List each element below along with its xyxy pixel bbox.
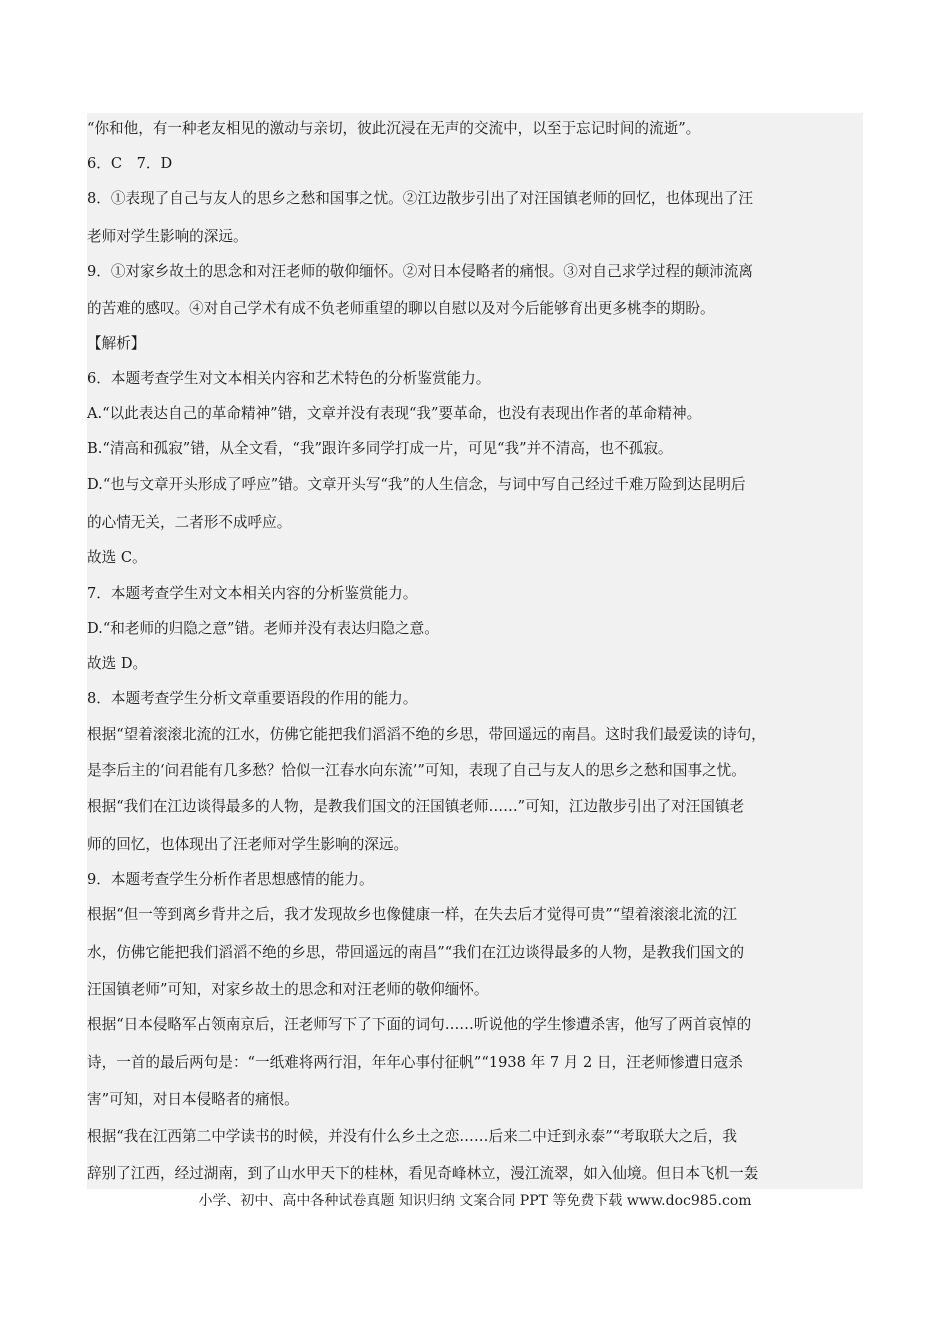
analysis-line: 9．本题考查学生分析作者思想感情的能力。 — [87, 871, 374, 888]
text-line: “你和他，有一种老友相见的激动与亲切，彼此沉浸在无声的交流中，以至于忘记时间的流逝”。 — [87, 120, 701, 137]
analysis-line: 6．本题考查学生对文本相关内容和艺术特色的分析鉴赏能力。 — [87, 370, 491, 387]
answer-line: 9．①对家乡故土的思念和对汪老师的敬仰缅怀。②对日本侵略者的痛恨。③对自己求学过程的颠沛流离 — [87, 263, 754, 280]
section-heading: 【解析】 — [87, 335, 146, 352]
analysis-line: D.“和老师的归隐之意”错。老师并没有表达归隐之意。 — [87, 620, 439, 637]
analysis-line: 是李后主的‘问君能有几多愁？恰似一江春水向东流’”可知，表现了自己与友人的思乡之愁和国事之忧。 — [87, 762, 746, 779]
analysis-line: 师的回忆，也体现出了汪老师对学生影响的深远。 — [87, 836, 409, 853]
page-footer: 小学、初中、高中各种试卷真题 知识归纳 文案合同 PPT 等免费下载 www.doc985.com — [198, 1193, 752, 1209]
analysis-line: 害”可知，对日本侵略者的痛恨。 — [87, 1091, 299, 1108]
document-body — [87, 113, 863, 1189]
analysis-line: B.“清高和孤寂”错，从全文看，“我”跟许多同学打成一片，可见“我”并不清高，也不孤寂。 — [87, 440, 673, 457]
answer-line: 8．①表现了自己与友人的思乡之愁和国事之忧。②江边散步引出了对汪国镇老师的回忆，也体现出了汪 — [87, 190, 754, 207]
analysis-line: 汪国镇老师”可知，对家乡故土的思念和对汪老师的敬仰缅怀。 — [87, 981, 489, 998]
analysis-line: D.“也与文章开头形成了呼应”错。文章开头写“我”的人生信念，与词中写自己经过千难万险到达昆明后 — [87, 476, 746, 493]
analysis-line: 7．本题考查学生对文本相关内容的分析鉴赏能力。 — [87, 585, 418, 602]
analysis-line: 水，仿佛它能把我们滔滔不绝的乡思，带回遥远的南昌”“我们在江边谈得最多的人物，是教我们国文的 — [87, 944, 745, 961]
analysis-line: 根据“但一等到离乡背井之后，我才发现故乡也像健康一样，在失去后才觉得可贵”“望着滚滚北流的江 — [87, 906, 737, 923]
answer-line: 6．C 7．D — [87, 155, 173, 172]
analysis-line: 根据“望着滚滚北流的江水，仿佛它能把我们滔滔不绝的乡思，带回遥远的南昌。这时我们最爱读的诗句， — [87, 726, 766, 743]
analysis-line: 故选 D。 — [87, 655, 148, 672]
analysis-line: 根据“日本侵略军占领南京后，汪老师写下了下面的词句……听说他的学生惨遭杀害，他写了两首哀悼的 — [87, 1016, 752, 1033]
analysis-line: 的心情无关，二者形不成呼应。 — [87, 514, 292, 531]
analysis-line: 诗，一首的最后两句是：“一纸难将两行泪，年年心事付征帆”“1938 年 7 月 2 日，汪老师惨遭日寇杀 — [87, 1054, 743, 1071]
analysis-line: A.“以此表达自己的革命精神”错，文章并没有表现“我”要革命，也没有表现出作者的革命精神。 — [87, 405, 702, 422]
analysis-line: 根据“我们在江边谈得最多的人物，是教我们国文的汪国镇老师……”可知，江边散步引出了对汪国镇老 — [87, 798, 745, 815]
analysis-line: 辞别了江西，经过湖南，到了山水甲天下的桂林，看见奇峰林立，漫江流翠，如入仙境。但日本飞机一轰 — [87, 1165, 759, 1182]
analysis-line: 根据“我在江西第二中学读书的时候，并没有什么乡土之恋……后来二中迁到永泰”“考取联大之后，我 — [87, 1128, 737, 1145]
analysis-line: 故选 C。 — [87, 549, 147, 566]
answer-line: 的苦难的感叹。④对自己学术有成不负老师重望的聊以自慰以及对今后能够育出更多桃李的期盼。 — [87, 300, 715, 317]
analysis-line: 8．本题考查学生分析文章重要语段的作用的能力。 — [87, 690, 418, 707]
answer-line: 老师对学生影响的深远。 — [87, 228, 248, 245]
